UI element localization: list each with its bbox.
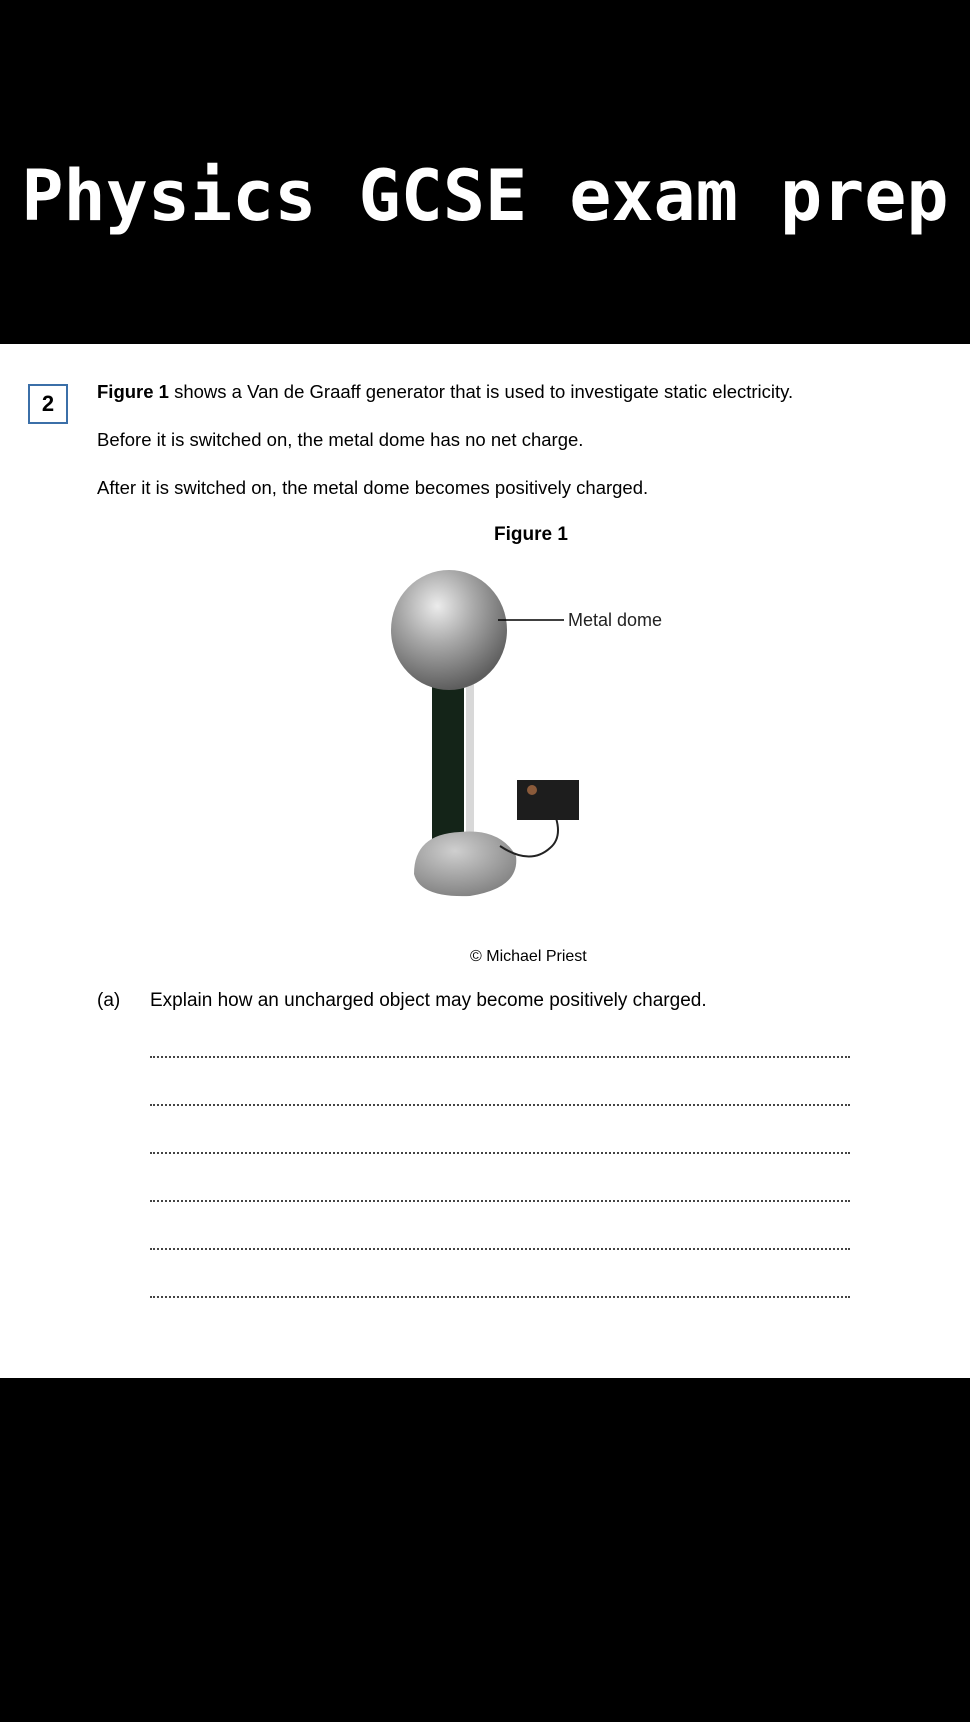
answer-line[interactable] <box>150 1104 850 1106</box>
image-credit: © Michael Priest <box>470 948 587 965</box>
video-title: Physics GCSE exam prep <box>21 155 949 237</box>
part-label: (a) <box>97 990 121 1011</box>
control-box <box>517 780 579 820</box>
answer-line[interactable] <box>150 1152 850 1154</box>
question-line-3: After it is switched on, the metal dome becomes positively charged. <box>97 477 649 498</box>
figure-ref: Figure 1 <box>97 381 169 402</box>
intro-text: shows a Van de Graaff generator that is used to investigate static electricity. <box>168 381 794 402</box>
answer-line[interactable] <box>150 1248 850 1250</box>
control-knob <box>527 785 537 795</box>
insulating-column <box>432 664 464 854</box>
metal-dome <box>391 570 507 690</box>
figure-title: Figure 1 <box>494 524 568 545</box>
question-line-2: Before it is switched on, the metal dome has no net charge. <box>97 429 584 450</box>
answer-line[interactable] <box>150 1056 850 1058</box>
answer-line[interactable] <box>150 1200 850 1202</box>
question-number: 2 <box>28 384 68 424</box>
cable <box>500 818 558 857</box>
answer-line[interactable] <box>150 1296 850 1298</box>
title-band <box>0 0 970 344</box>
exam-sheet <box>0 344 970 1378</box>
question-intro <box>97 380 793 404</box>
van-de-graaff-figure <box>380 566 700 926</box>
part-question: Explain how an uncharged object may become positively charged. <box>150 990 707 1011</box>
belt-rod <box>466 664 474 854</box>
metal-dome-label: Metal dome <box>568 610 663 630</box>
generator-base <box>414 832 516 897</box>
